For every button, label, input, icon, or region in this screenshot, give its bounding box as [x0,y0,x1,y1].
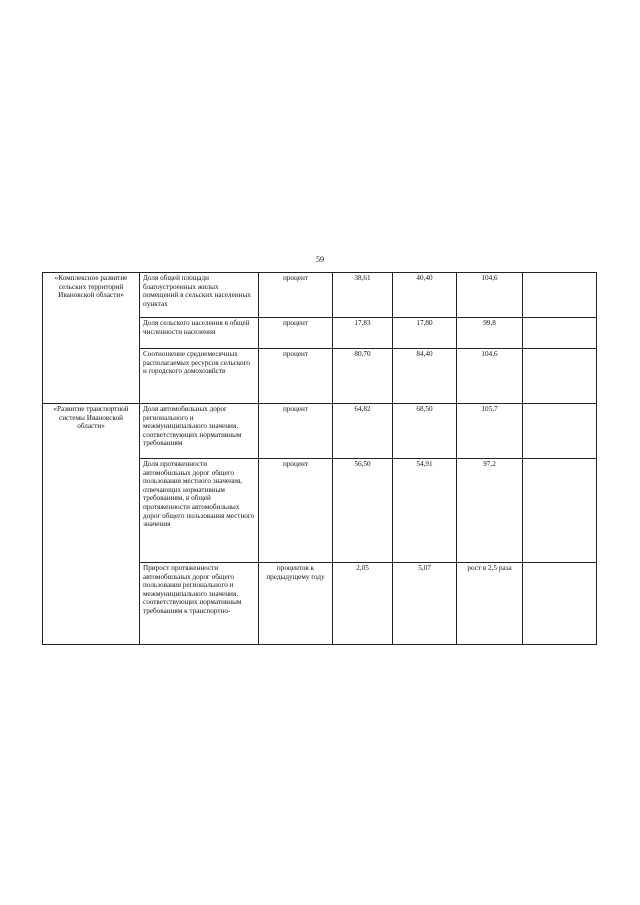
indicator-cell: Доля сельского населения в общей численности населения [140,318,259,349]
percent-cell: рост в 2,5 раза [457,563,523,645]
value-cell: 17,80 [393,318,457,349]
value-cell: 68,50 [393,404,457,459]
indicators-table [42,272,597,645]
program-name: «Развитие транспортной системы Ивановской области» [43,404,140,645]
note-cell [523,318,597,349]
value-cell: 17,83 [333,318,393,349]
indicator-cell: Соотношение среднемесячных располагаемых ресурсов сельского и городского домохозяйств [140,349,259,404]
value-cell: 38,61 [333,273,393,318]
value-cell: 5,07 [393,563,457,645]
percent-cell: 105,7 [457,404,523,459]
indicator-cell: Доля автомобильных дорог регионального и межмуниципального значения, соответствующих нормативным требованиям [140,404,259,459]
program-name: «Комплексное развитие сельских территорий Ивановской области» [43,273,140,404]
note-cell [523,404,597,459]
note-cell [523,459,597,563]
value-cell: 64,82 [333,404,393,459]
percent-cell: 104,6 [457,349,523,404]
indicator-cell: Доля протяженности автомобильных дорог общего пользования местного значения, отвечающих нормативным требованиям, в общей протяженности автомобильных дорог общего пользования местного значения [140,459,259,563]
indicator-cell: Доля общей площади благоустроенных жилых помещений в сельских населенных пунктах [140,273,259,318]
note-cell [523,563,597,645]
table-row [43,404,597,459]
percent-cell: 99,8 [457,318,523,349]
percent-cell: 104,6 [457,273,523,318]
page-number: 59 [316,255,324,264]
unit-cell: процент [259,318,333,349]
unit-cell: процент [259,459,333,563]
unit-cell: процент [259,404,333,459]
unit-cell: процент [259,349,333,404]
value-cell: 54,91 [393,459,457,563]
value-cell: 56,50 [333,459,393,563]
table-row [43,273,597,318]
note-cell [523,349,597,404]
percent-cell: 97,2 [457,459,523,563]
value-cell: 40,40 [393,273,457,318]
value-cell: 80,70 [333,349,393,404]
value-cell: 2,05 [333,563,393,645]
indicator-cell: Прирост протяженности автомобильных дорог общего пользования регионального и межмуниципального значения, соответствующих нормативным требованиям к транспортно- [140,563,259,645]
note-cell [523,273,597,318]
unit-cell: процентов к предыдущему году [259,563,333,645]
unit-cell: процент [259,273,333,318]
value-cell: 84,40 [393,349,457,404]
